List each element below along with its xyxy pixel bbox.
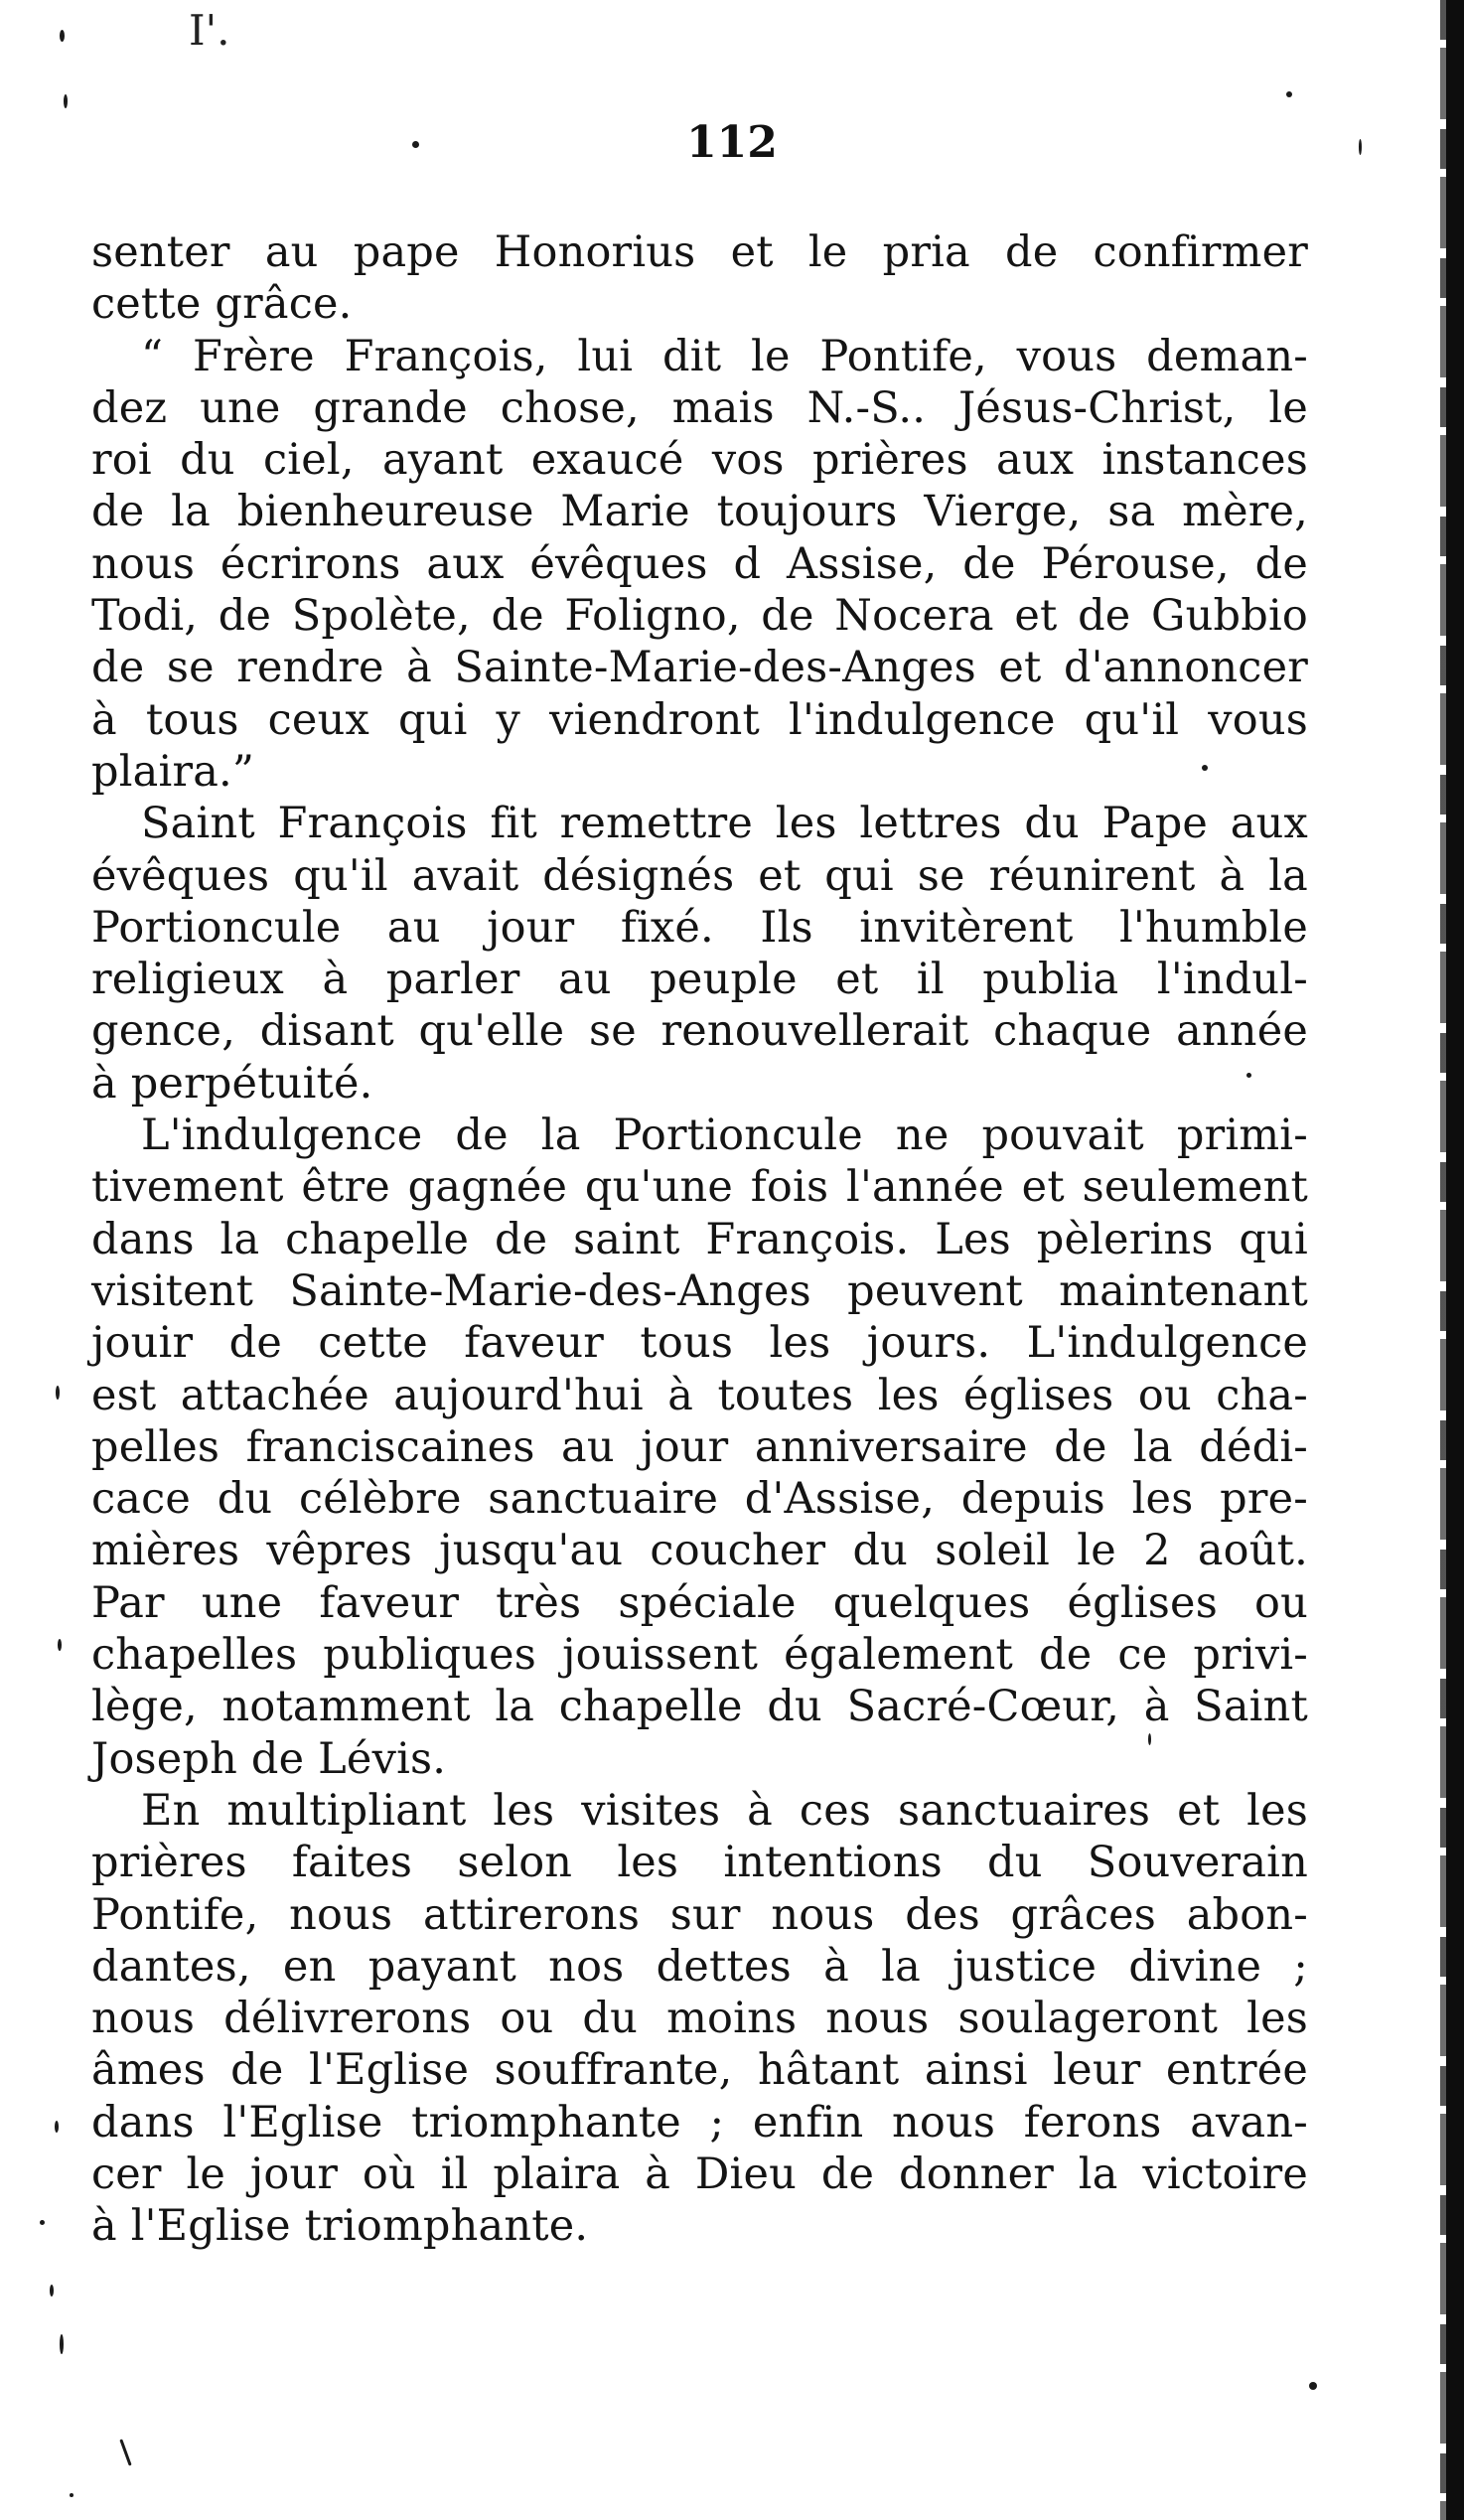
binding-edge-texture xyxy=(1440,0,1446,2520)
text-line: de se rendre à Sainte-Marie-des-Anges et d'annoncer xyxy=(91,643,1308,693)
scan-speck xyxy=(40,2220,45,2225)
text-line: cace du célèbre sanctuaire d'Assise, depuis les pre- xyxy=(91,1474,1308,1525)
text-line: nous écrirons aux évêques d Assise, de Pérouse, de xyxy=(91,538,1308,589)
text-line: à perpétuité. xyxy=(91,1058,373,1109)
scan-speck xyxy=(1148,1733,1151,1745)
scan-speck xyxy=(412,141,419,148)
page-number: 112 xyxy=(686,117,778,168)
text-line: Joseph de Lévis. xyxy=(91,1733,447,1784)
corner-mark: I'. xyxy=(189,6,230,55)
text-line: Pontife, nous attirerons sur nous des grâces abon- xyxy=(91,1889,1308,1940)
binding-edge-shadow xyxy=(1446,0,1464,2520)
text-line: “ Frère François, lui dit le Pontife, vous deman- xyxy=(141,331,1308,381)
text-line: de la bienheureuse Marie toujours Vierge, sa mère, xyxy=(91,487,1308,537)
scan-speck xyxy=(55,2121,59,2133)
scan-speck xyxy=(1359,139,1362,155)
text-line: à tous ceux qui y viendront l'indulgence qu'il vous xyxy=(91,694,1308,745)
text-line: est attachée aujourd'hui à toutes les églises ou cha- xyxy=(91,1370,1308,1420)
text-line: gence, disant qu'elle se renouvellerait chaque année xyxy=(91,1006,1308,1057)
text-line: visitent Sainte-Marie-des-Anges peuvent maintenant xyxy=(91,1265,1308,1316)
text-line: dantes, en payant nos dettes à la justice divine ; xyxy=(91,1941,1308,1992)
scan-speck xyxy=(1286,91,1292,97)
text-line: prières faites selon les intentions du Souverain xyxy=(91,1838,1308,1888)
text-line: Portioncule au jour fixé. Ils invitèrent l'humble xyxy=(91,902,1308,953)
text-line: cette grâce. xyxy=(91,279,353,330)
text-line: lège, notamment la chapelle du Sacré-Cœur, à Saint xyxy=(91,1682,1308,1732)
text-line: senter au pape Honorius et le pria de confirmer xyxy=(91,227,1308,277)
scan-speck xyxy=(70,2493,73,2497)
text-line: En multipliant les visites à ces sanctuaires et les xyxy=(141,1785,1308,1836)
body-text xyxy=(91,226,1308,2253)
scan-speck xyxy=(58,1639,62,1651)
scan-speck xyxy=(56,1386,60,1400)
text-line: dez une grande chose, mais N.-S.. Jésus-Christ, le xyxy=(91,382,1308,433)
scan-speck xyxy=(119,2439,131,2465)
scan-speck xyxy=(1246,1073,1251,1078)
text-line: nous délivrerons ou du moins nous soulageront les xyxy=(91,1994,1308,2044)
scan-speck xyxy=(1309,2382,1317,2390)
scan-speck xyxy=(50,2285,54,2297)
text-line: Par une faveur très spéciale quelques églises ou xyxy=(91,1577,1308,1628)
text-line: cer le jour où il plaira à Dieu de donner la victoire xyxy=(91,2149,1308,2199)
text-line: dans la chapelle de saint François. Les pèlerins qui xyxy=(91,1214,1308,1264)
text-line: mières vêpres jusqu'au coucher du soleil le 2 août. xyxy=(91,1526,1308,1576)
text-line: dans l'Eglise triomphante ; enfin nous ferons avan- xyxy=(91,2097,1308,2148)
text-line: âmes de l'Eglise souffrante, hâtant ainsi leur entrée xyxy=(91,2045,1308,2096)
text-line: L'indulgence de la Portioncule ne pouvait primi- xyxy=(141,1111,1308,1161)
text-line: jouir de cette faveur tous les jours. L'indulgence xyxy=(91,1318,1308,1369)
text-line: religieux à parler au peuple et il publia l'indul- xyxy=(91,955,1308,1005)
scan-speck xyxy=(60,30,65,42)
text-line: à l'Eglise triomphante. xyxy=(91,2201,589,2252)
scan-speck xyxy=(64,94,68,108)
text-line: pelles franciscaines au jour anniversaire de la dédi- xyxy=(91,1421,1308,1472)
scan-speck xyxy=(1202,765,1208,771)
text-line: plaira.” xyxy=(91,746,255,797)
text-line: roi du ciel, ayant exaucé vos prières aux instances xyxy=(91,435,1308,486)
text-line: Saint François fit remettre les lettres du Pape aux xyxy=(141,799,1308,849)
text-line: Todi, de Spolète, de Foligno, de Nocera et de Gubbio xyxy=(91,591,1308,642)
text-line: chapelles publiques jouissent également de ce privi- xyxy=(91,1630,1308,1681)
text-line: évêques qu'il avait désignés et qui se réunirent à la xyxy=(91,850,1308,901)
text-line: tivement être gagnée qu'une fois l'année et seulement xyxy=(91,1162,1308,1213)
scan-speck xyxy=(60,2334,64,2354)
